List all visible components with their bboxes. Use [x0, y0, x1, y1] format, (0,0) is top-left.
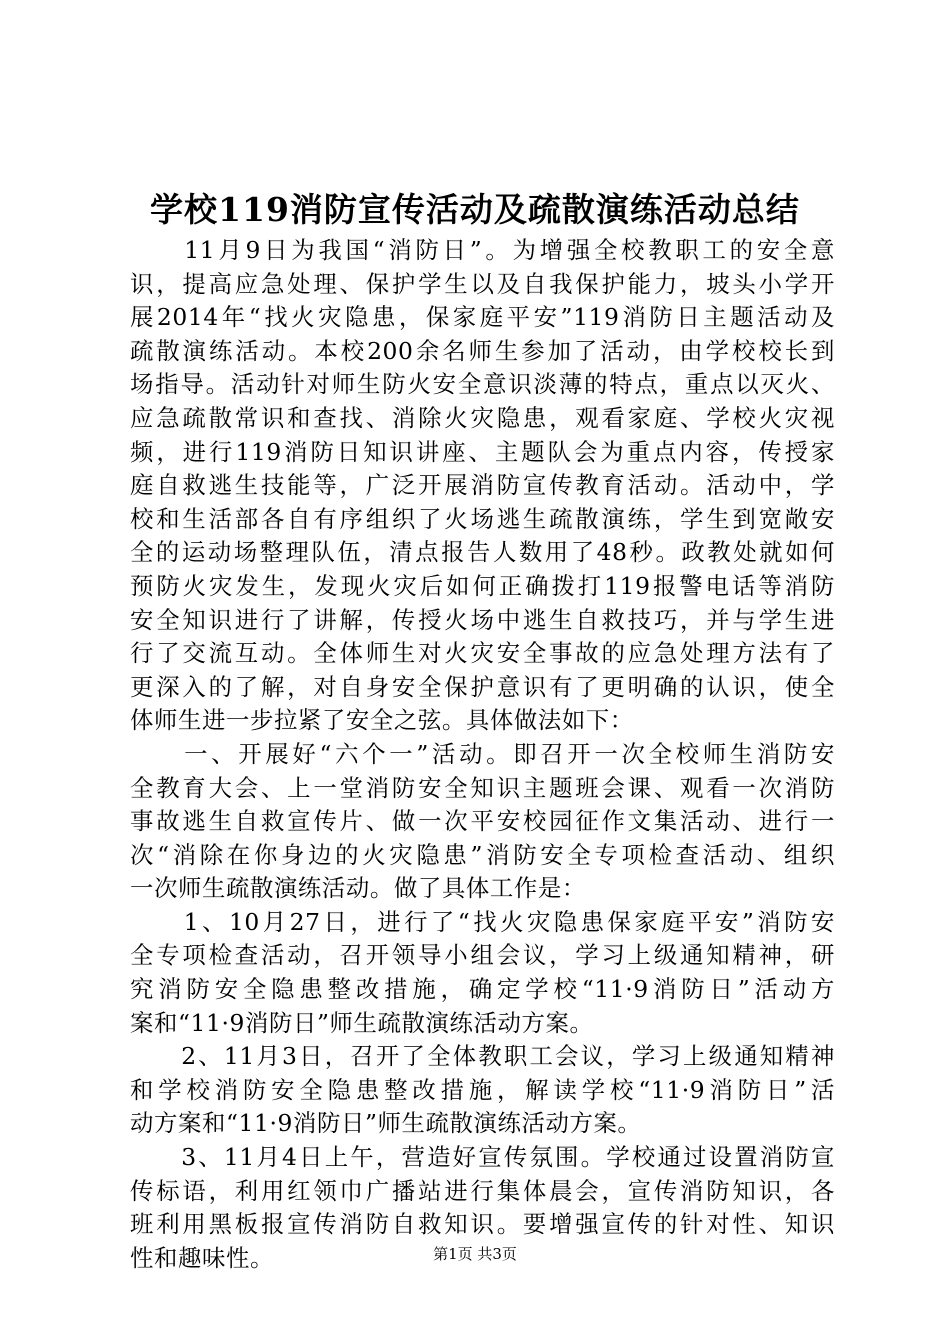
body-line: 庭自救逃生技能等，广泛开展消防宣传教育活动。活动中，学 — [130, 471, 835, 500]
body-line: 一、开展好“六个一”活动。即召开一次全校师生消防安 — [130, 739, 835, 768]
body-line: 展2014年“找火灾隐患，保家庭平安”119消防日主题活动及 — [130, 303, 835, 332]
body-line: 班利用黑板报宣传消防自救知识。要增强宣传的针对性、知识 — [130, 1210, 835, 1239]
body-line: 疏散演练活动。本校200余名师生参加了活动，由学校校长到 — [130, 336, 835, 365]
body-line: 识，提高应急处理、保护学生以及自我保护能力，坡头小学开 — [130, 269, 835, 298]
body-line: 2、11月3日，召开了全体教职工会议，学习上级通知精神 — [130, 1042, 835, 1071]
body-line: 全的运动场整理队伍，清点报告人数用了48秒。政教处就如何 — [130, 538, 835, 567]
body-line: 体师生进一步拉紧了安全之弦。具体做法如下： — [130, 706, 634, 735]
body-line: 行了交流互动。全体师生对火灾安全事故的应急处理方法有了 — [130, 639, 835, 668]
body-line: 事故逃生自救宣传片、做一次平安校园征作文集活动、进行一 — [130, 807, 835, 836]
body-line: 性和趣味性。 — [130, 1243, 274, 1272]
body-line: 1、10月27日，进行了“找火灾隐患保家庭平安”消防安 — [130, 907, 835, 936]
body-line: 全教育大会、上一堂消防安全知识主题班会课、观看一次消防 — [130, 773, 835, 802]
body-line: 传标语，利用红领巾广播站进行集体晨会，宣传消防知识，各 — [130, 1176, 835, 1205]
body-line: 动方案和“11·9消防日”师生疏散演练活动方案。 — [130, 1109, 642, 1138]
document-body — [130, 234, 835, 1275]
body-line: 场指导。活动针对师生防火安全意识淡薄的特点，重点以灭火、 — [130, 370, 835, 399]
body-line: 频，进行119消防日知识讲座、主题队会为重点内容，传授家 — [130, 437, 835, 466]
body-line: 应急疏散常识和查找、消除火灾隐患，观看家庭、学校火灾视 — [130, 403, 835, 432]
body-line: 一次师生疏散演练活动。做了具体工作是： — [130, 874, 586, 903]
body-line: 全专项检查活动，召开领导小组会议，学习上级通知精神，研 — [130, 941, 835, 970]
page-footer: 第1页 共3页 — [433, 1245, 517, 1263]
body-line: 11月9日为我国“消防日”。为增强全校教职工的安全意 — [130, 236, 835, 264]
document-title: 学校119消防宣传活动及疏散演练活动总结 — [150, 190, 800, 229]
body-line: 次“消除在你身边的火灾隐患”消防安全专项检查活动、组织 — [130, 840, 835, 869]
body-line: 究消防安全隐患整改措施，确定学校“11·9消防日”活动方 — [130, 975, 835, 1004]
body-line: 更深入的了解，对自身安全保护意识有了更明确的认识，使全 — [130, 672, 835, 701]
body-line: 校和生活部各自有序组织了火场逃生疏散演练，学生到宽敞安 — [130, 504, 835, 533]
body-line: 预防火灾发生，发现火灾后如何正确拨打119报警电话等消防 — [130, 571, 835, 600]
body-line: 安全知识进行了讲解，传授火场中逃生自救技巧，并与学生进 — [130, 605, 835, 634]
body-line: 3、11月4日上午，营造好宣传氛围。学校通过设置消防宣 — [130, 1143, 835, 1172]
body-line: 案和“11·9消防日”师生疏散演练活动方案。 — [130, 1008, 594, 1037]
body-line: 和学校消防安全隐患整改措施，解读学校“11·9消防日”活 — [130, 1075, 835, 1104]
